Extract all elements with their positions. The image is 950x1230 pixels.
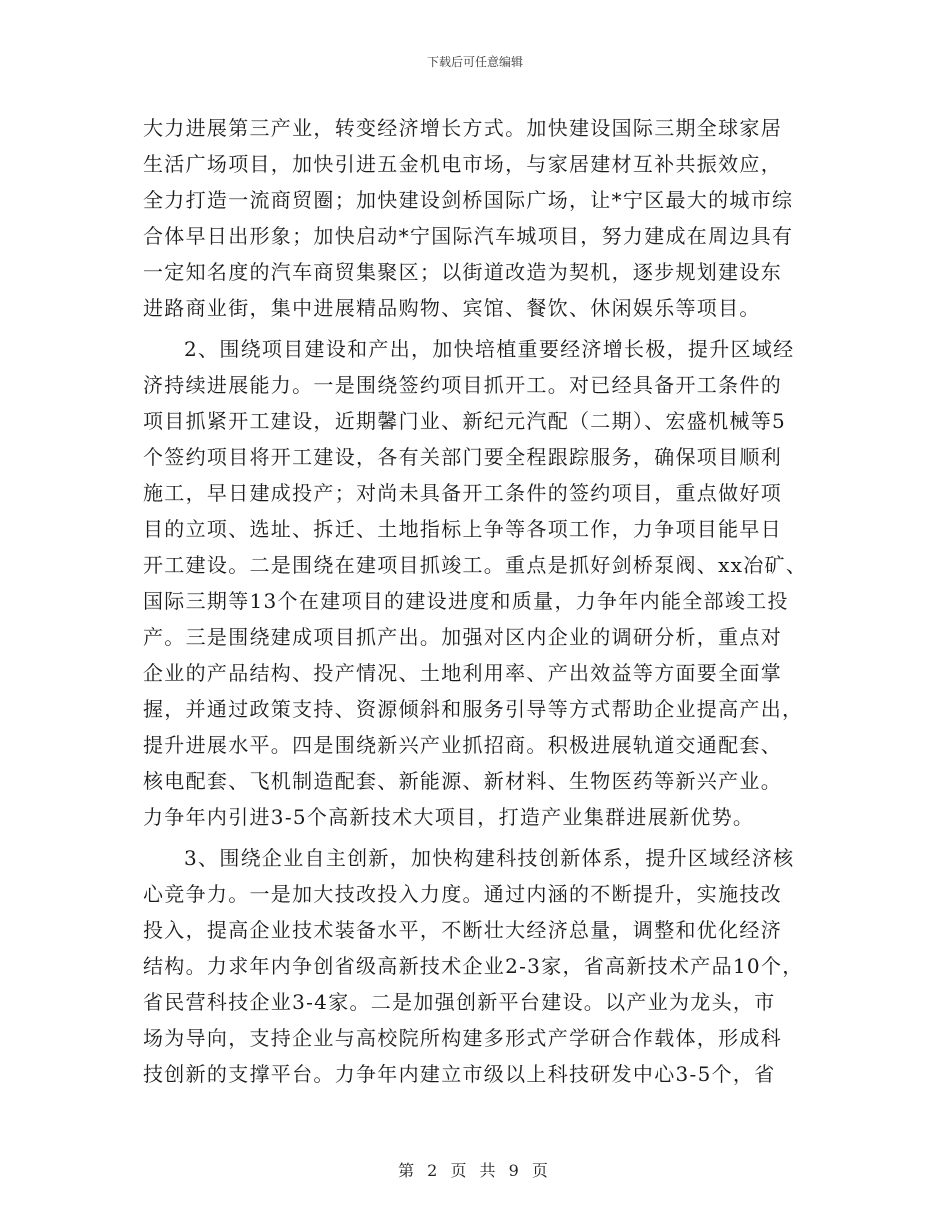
- text-line: 生活广场项目，加快引进五金机电市场，与家居建材互补共振效应，: [143, 152, 782, 176]
- text-line: 产。三是围绕建成项目抓产出。加强对区内企业的调研分析，重点对: [143, 625, 782, 649]
- text-line: 施工，早日建成投产；对尚未具备开工条件的签约项目，重点做好项: [143, 481, 782, 505]
- text-line: 开工建设。二是围绕在建项目抓竣工。重点是抓好剑桥泵阀、xx冶矿、: [143, 553, 808, 577]
- text-line: 项目抓紧开工建设，近期馨门业、新纪元汽配（二期）、宏盛机械等5: [143, 409, 787, 433]
- text-line: 投入，提高企业技术装备水平，不断壮大经济总量，调整和优化经济: [143, 918, 782, 942]
- text-line: 2、围绕项目建设和产出，加快培植重要经济增长极，提升区域经: [184, 337, 795, 361]
- text-line: 3、围绕企业自主创新，加快构建科技创新体系，提升区域经济核: [184, 846, 795, 870]
- text-line: 济持续进展能力。一是围绕签约项目抓开工。对已经具备开工条件的: [143, 373, 782, 397]
- text-line: 心竞争力。一是加大技改投入力度。通过内涵的不断提升，实施技改: [143, 882, 782, 906]
- text-line: 技创新的支撑平台。力争年内建立市级以上科技研发中心3-5个，省: [143, 1062, 776, 1086]
- text-line: 省民营科技企业3-4家。二是加强创新平台建设。以产业为龙头，市: [143, 990, 776, 1014]
- page-number: 第 2 页 共 9 页: [398, 1161, 552, 1180]
- text-line: 大力进展第三产业，转变经济增长方式。加快建设国际三期全球家居: [143, 116, 782, 140]
- text-line: 核电配套、飞机制造配套、新能源、新材料、生物医药等新兴产业。: [143, 769, 782, 793]
- text-line: 合体早日出形象；加快启动*宁国际汽车城项目，努力建成在周边具有: [143, 224, 794, 248]
- text-line: 力争年内引进3-5个高新技术大项目，打造产业集群进展新优势。: [143, 805, 755, 829]
- text-line: 提升进展水平。四是围绕新兴产业抓招商。积极进展轨道交通配套、: [143, 733, 782, 757]
- text-line: 握，并通过政策支持、资源倾斜和服务引导等方式帮助企业提高产出，: [143, 697, 804, 721]
- text-line: 一定知名度的汽车商贸集聚区；以街道改造为契机，逐步规划建设东: [143, 260, 782, 284]
- text-line: 结构。力求年内争创省级高新技术企业2-3家，省高新技术产品10个，: [143, 954, 804, 978]
- text-line: 企业的产品结构、投产情况、土地利用率、产出效益等方面要全面掌: [143, 661, 782, 685]
- text-line: 场为导向，支持企业与高校院所构建多形式产学研合作载体，形成科: [143, 1026, 782, 1050]
- text-line: 个签约项目将开工建设，各有关部门要全程跟踪服务，确保项目顺利: [143, 445, 782, 469]
- text-line: 全力打造一流商贸圈；加快建设剑桥国际广场，让*宁区最大的城市综: [143, 188, 794, 212]
- page-header: 下载后可任意编辑: [426, 55, 523, 69]
- text-line: 目的立项、选址、拆迁、土地指标上争等各项工作，力争项目能早日: [143, 517, 782, 541]
- text-line: 进路商业街，集中进展精品购物、宾馆、餐饮、休闲娱乐等项目。: [143, 296, 761, 320]
- text-line: 国际三期等13个在建项目的建设进度和质量，力争年内能全部竣工投: [143, 589, 789, 613]
